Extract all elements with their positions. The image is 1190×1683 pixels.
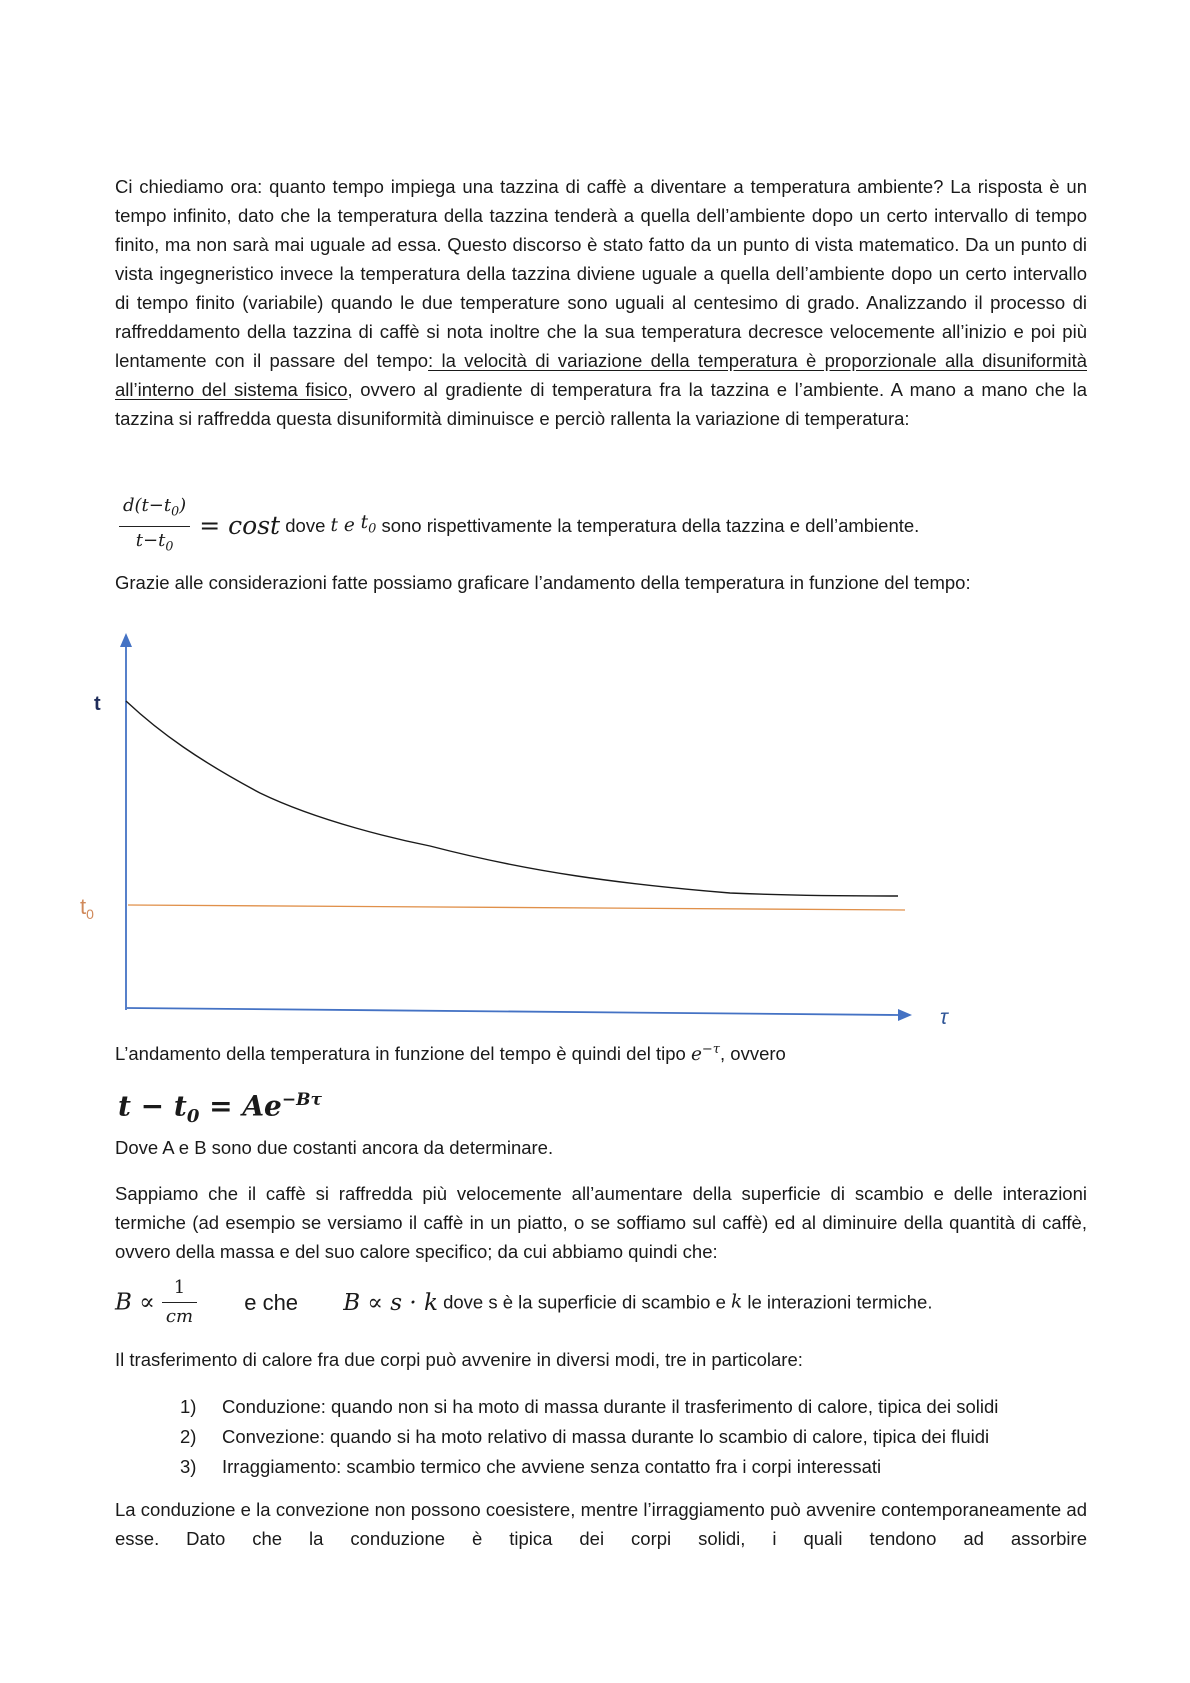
x-axis-label: τ [940,1006,948,1029]
eq-exponent: −Bτ [281,1090,322,1110]
equation-text: sono rispettivamente la temperatura della tazzina e dell’ambiente. [376,515,920,537]
equation-rhs: = cost [199,511,281,541]
numerator: 1 [162,1276,197,1303]
list-item [180,1452,998,1482]
subscript: 0 [368,521,377,537]
paragraph-decay-type [115,1035,1087,1069]
exp-expression [691,1044,720,1065]
fraction [162,1276,197,1329]
paragraph-constants: Dove A e B sono due costanti ancora da determinare. [115,1137,554,1158]
numerator-close: ) [179,495,187,516]
equation-text: le interazioni termiche. [742,1291,933,1313]
equation-text: e [337,515,361,537]
var-t0-base: t [360,511,369,533]
paragraph-cooling-factors: Sappiamo che il caffè si raffredda più velocemente all’aumentare della superficie di scambio e delle interazioni termiche (ad esempio se versiamo il caffè in un piatto, o se soffiamo sul caffè) ed al diminuire della quantità di caffè, ovvero della massa e del suo calore specifico; da cui abbiamo quindi che: [115,1183,1087,1262]
list-number: 2) [180,1426,197,1447]
b-inverse-prop: B ∝ [115,1289,155,1316]
list-text: Conduzione: quando non si ha moto di massa durante il trasferimento di calore, tipica dei solidi [222,1396,999,1417]
eq-lhs: t − t [118,1089,187,1123]
t0-base: t [80,894,87,919]
equation-text: dove [280,515,331,537]
heat-transfer-modes-list [180,1392,998,1482]
denominator: cm [165,1306,194,1327]
equation-proportionality [115,1276,1087,1329]
equation-decay-law [118,1080,1090,1137]
list-text: Irraggiamento: scambio termico che avviene senza contatto fra i corpi interessati [222,1456,882,1477]
subscript: 0 [165,538,174,554]
list-number: 1) [180,1396,197,1417]
paragraph-text: Ci chiediamo ora: quanto tempo impiega una tazzina di caffè a diventare a temperatura ambiente? La risposta è un tempo infinito, dato che la temperatura della tazzina tenderà a quella dell’ambiente dopo un certo intervallo di tempo finito, ma non sarà mai uguale ad essa. Questo discorso è stato fatto da un punto di vista matematico. Da un punto di vista ingegneristico invece la temperatura della tazzina diviene uguale a quella dell’ambiente dopo un certo intervallo di tempo finito (variabile) quando le due temperature sono uguali al centesimo di grado. Analizzando il processo di raffreddamento della tazzina di caffè si nota inoltre che la sua temperatura decresce velocemente all’inizio e poi più lentamente con il passare del tempo [115,176,1087,371]
subscript: 0 [186,1105,200,1127]
list-number: 3) [180,1456,197,1477]
list-item [180,1392,998,1422]
temperature-curve [126,701,898,896]
connector-text: e che [244,1289,299,1315]
equation-text: dove s è la superficie di scambio e [437,1291,732,1313]
var-k: k [731,1291,743,1313]
exp-base: e [690,1044,702,1066]
exp-power: −τ [701,1042,720,1057]
denominator: t−t [135,529,166,551]
x-axis [127,1008,898,1015]
t0-label [80,894,94,922]
list-item [180,1422,998,1452]
y-axis-label: t [94,693,101,715]
t0-sub: 0 [86,906,94,922]
paragraph-text: L’andamento della temperatura in funzione del tempo è quindi del tipo [115,1043,691,1065]
list-text: Convezione: quando si ha moto relativo di massa durante lo scambio di calore, tipica dei fluidi [222,1426,990,1447]
underlined-statement: : la velocità di variazione della temperatura è proporzionale alla disuniformità all’interno del sistema fisico [115,350,1087,400]
ambient-temperature-line [128,905,905,910]
paragraph-text: , ovvero al gradiente di temperatura fra la tazzina e l’ambiente. A mano a mano che la tazzina si raffredda questa disuniformità diminuisce e perciò rallenta la variazione di temperatura: [115,379,1087,429]
numerator: d(t−t [123,495,172,516]
paragraph-coexistence: La conduzione e la convezione non possono coesistere, mentre l’irraggiamento può avvenire contemporaneamente ad esse. Dato che la conduzione è tipica dei corpi solidi, i quali tendono ad assorbire [115,1499,1087,1549]
paragraph-text: , ovvero [720,1043,786,1065]
eq-rhs: = Ae [199,1089,282,1123]
var-t: t [330,515,338,537]
subscript: 0 [171,503,180,519]
y-axis-arrow-icon [120,633,132,647]
paragraph-heat-transfer: Il trasferimento di calore fra due corpi può avvenire in diversi modi, tre in particolare: [115,1349,803,1370]
paragraph-graph-intro: Grazie alle considerazioni fatte possiamo graficare l’andamento della temperatura in funzione del tempo: [115,572,971,593]
b-direct-prop: B ∝ s · k [343,1289,438,1316]
x-axis-arrow-icon [898,1009,912,1021]
